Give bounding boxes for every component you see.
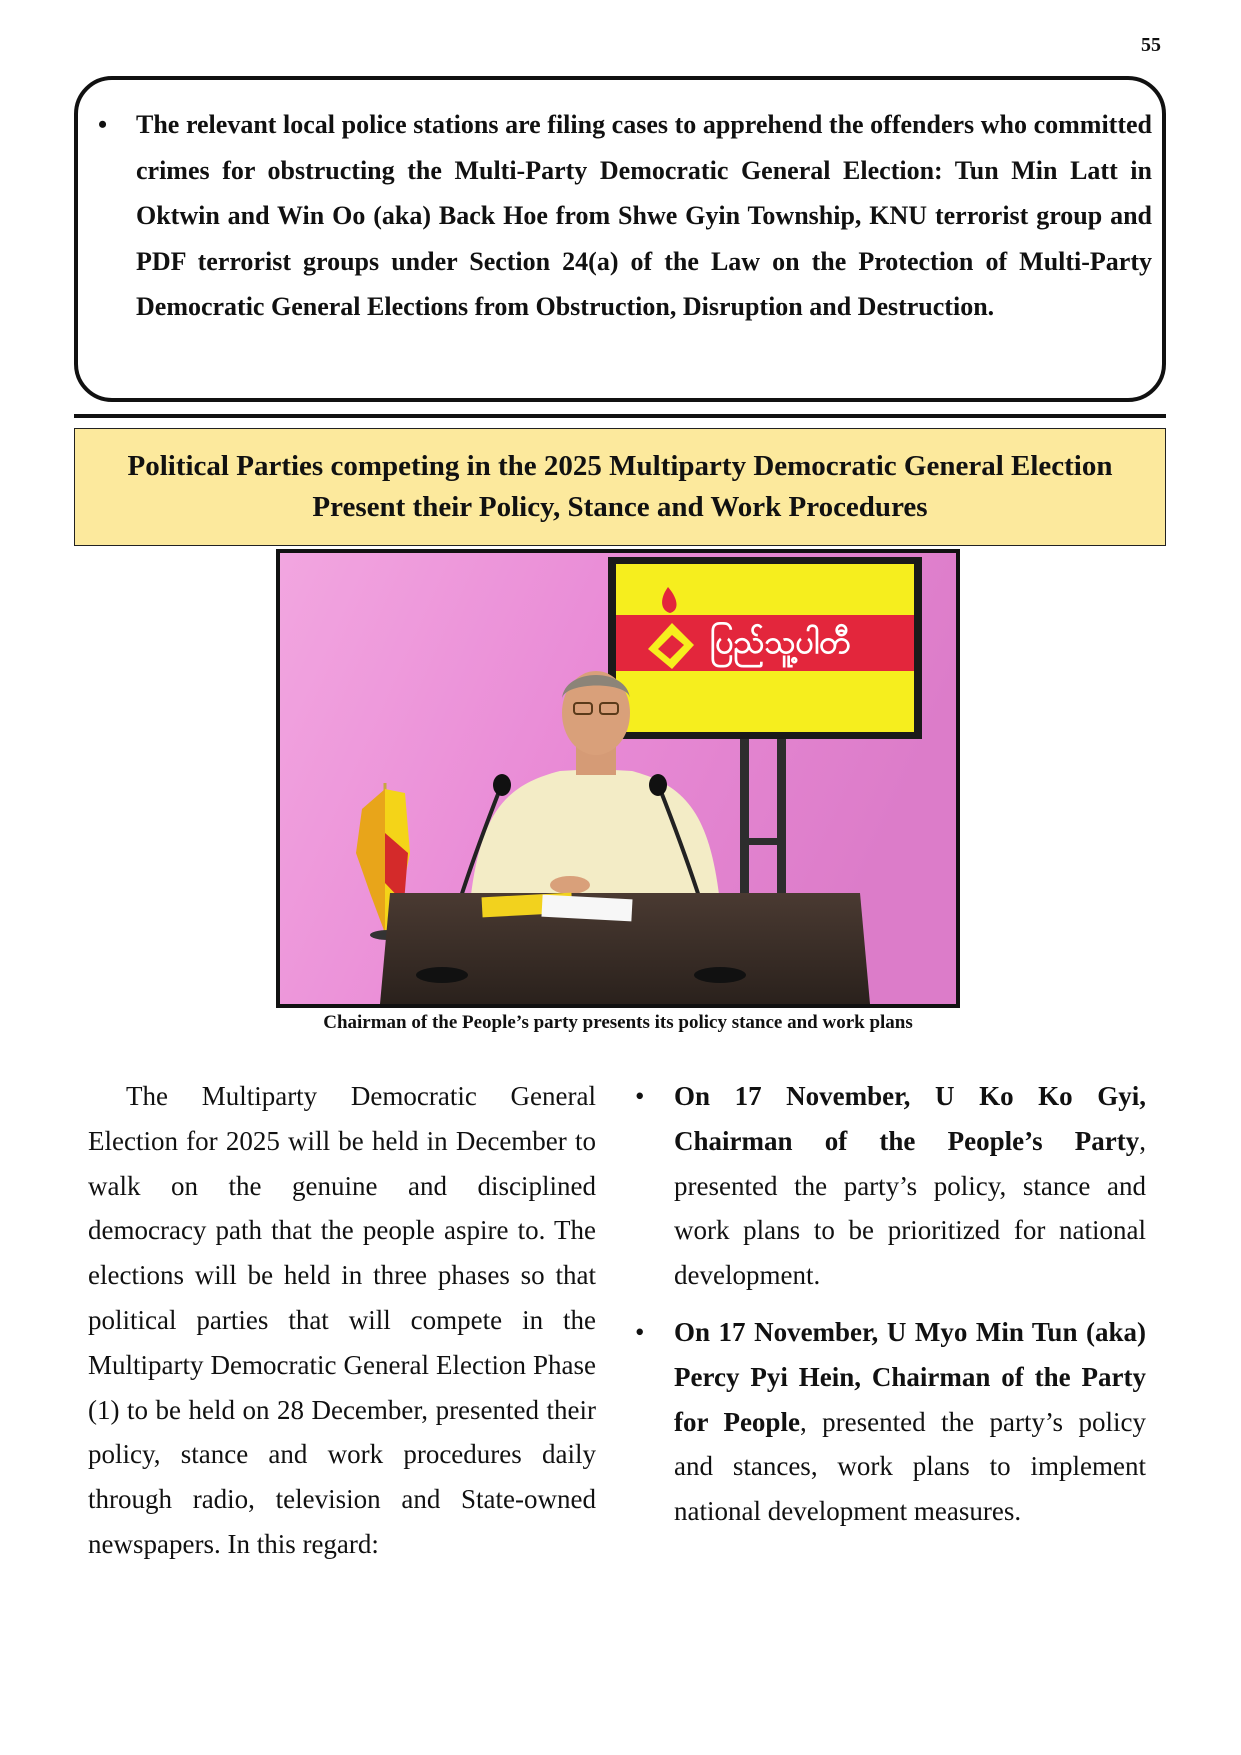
section-divider	[74, 414, 1166, 418]
notice-text: The relevant local police stations are filing cases to apprehend the offenders who committed crimes for obstructing the Multi-Party Democratic General Election: Tun Min Latt in Oktwin and Win Oo (aka) Back Hoe from Shwe Gyin Township, KNU terrorist group and PDF terrorist groups under Section 24(a) of the Law on the Protection of Multi-Party Democratic General Elections from Obstruction, Disruption and Destruction.	[136, 110, 1152, 321]
desk-papers	[541, 895, 632, 922]
intro-paragraph: The Multiparty Democratic General Election for 2025 will be held in December to walk on the genuine and disciplined democracy path that the people aspire to. The elections will be held in three phases so that political parties that will compete in the Multiparty Democratic General Election Phase (1) to be held on 28 December, presented their policy, stance and work procedures daily through radio, television and State-owned newspapers. In this regard:	[88, 1081, 596, 1559]
person-hands	[550, 876, 590, 894]
notice-bullet	[98, 102, 1152, 330]
announcement-body: , presented the party’s policy and stances, work plans to implement national development measures.	[674, 1406, 1146, 1527]
photo	[276, 549, 960, 1008]
section-title-line-1: Political Parties competing in the 2025 Multiparty Democratic General Election	[127, 450, 1113, 482]
announcement-item	[635, 1074, 1146, 1298]
bullet-dot-icon: •	[635, 1081, 645, 1111]
photo-illustration	[280, 553, 956, 1004]
section-title-line-2: Present their Policy, Stance and Work Procedures	[312, 491, 928, 523]
announcement-list	[635, 1074, 1146, 1546]
announcement-item	[635, 1310, 1146, 1534]
notice-box	[74, 76, 1166, 402]
announcement-lead: On 17 November, U Myo Min Tun (aka) Percy Pyi Hein, Chairman of the Party for People	[674, 1316, 1146, 1437]
bullet-dot-icon: •	[98, 110, 108, 139]
photo-caption: Chairman of the People’s party presents its policy stance and work plans	[323, 1012, 913, 1033]
section-title	[74, 428, 1166, 546]
announcement-lead: On 17 November, U Ko Ko Gyi, Chairman of the People’s Party	[674, 1081, 1146, 1156]
microphone-left-head	[493, 774, 511, 796]
bullet-dot-icon: •	[635, 1316, 645, 1347]
screen-stand-bar	[740, 838, 786, 845]
screen-party-name: ပြည်သူ့ပါတီ	[710, 623, 851, 661]
page-number: 55	[1141, 34, 1161, 56]
microphone-right-head	[649, 774, 667, 796]
announcement-body: , presented the party’s policy, stance and work plans to be prioritized for national development.	[674, 1125, 1146, 1291]
microphone-left-base	[416, 967, 468, 983]
microphone-right-base	[694, 967, 746, 983]
